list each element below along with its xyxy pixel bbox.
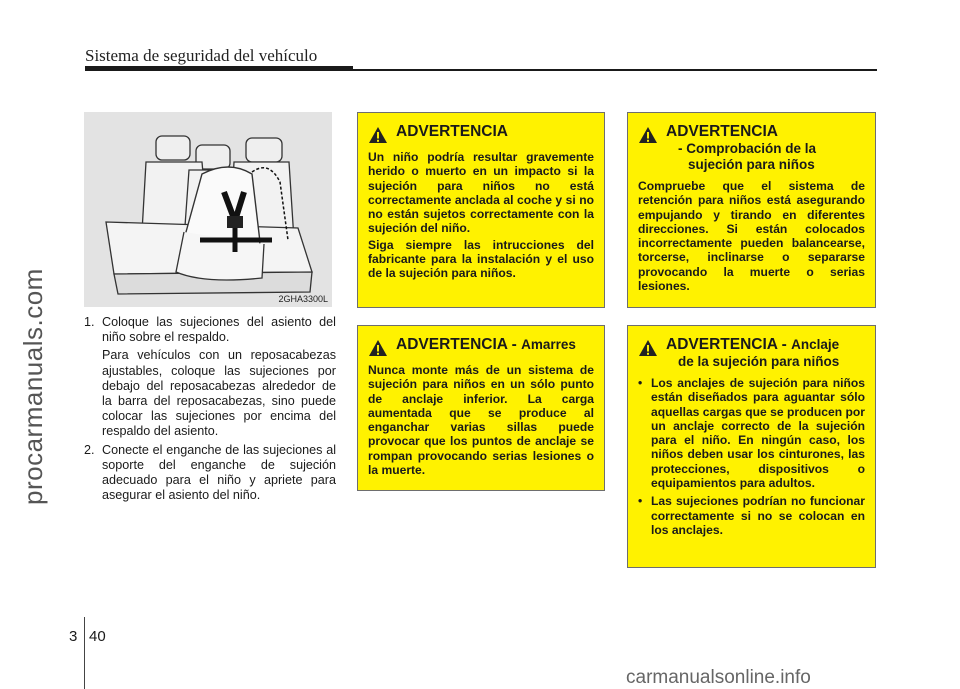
warning-title: ADVERTENCIA - <box>396 336 522 353</box>
step-text: Conecte el enganche de las sujeciones al soporte del enganche de sujeción adecuado para el niño y apriete para asegurar el asiento del niño. <box>102 442 336 503</box>
warning-triangle-icon <box>638 126 658 144</box>
warning-text: Nunca monte más de un sistema de sujeción para niños en un sólo punto de anclaje inferior. La carga aumentada que se produce al enganchar varias sillas puede provocar que los puntos de anclaje se rompan provocando serias lesiones o la muerte. <box>368 363 594 478</box>
warning-text: Un niño podría resultar gravemente herido o muerto en un impacto si la sujeción para niños no está correctamente anclada al coche y si no no están sujetos correctamente con la sujeción del niño. <box>368 150 594 236</box>
step-text: Coloque las sujeciones del asiento del niño sobre el respaldo. <box>102 315 336 345</box>
warning-title: ADVERTENCIA <box>666 123 778 140</box>
instruction-step <box>84 315 336 443</box>
watermark-bottom: carmanualsonline.info <box>626 667 811 688</box>
warning-subtitle: sujeción para niños <box>688 157 815 172</box>
chapter-number: 3 <box>69 628 78 645</box>
watermark-left: procarmanuals.com <box>18 268 48 505</box>
list-item: • Los anclajes de sujeción para niños están diseñados para aguantar sólo aquellas cargas que se producen por un anclaje correcto de la sujeción para el niño. En ningún caso, los niños deben usar los cinturones, las protecciones, dispositivos o equipamientos para adultos. <box>638 376 865 491</box>
warning-box-check <box>627 112 876 308</box>
warning-title: ADVERTENCIA - <box>666 336 792 353</box>
warning-triangle-icon <box>638 339 658 357</box>
warning-subtitle: de la sujeción para niños <box>678 354 840 369</box>
header-rule <box>85 66 353 71</box>
header-title: Sistema de seguridad del vehículo <box>85 46 318 65</box>
figure-code: 2GHA3300L <box>278 294 328 304</box>
page-number: 40 <box>89 628 106 645</box>
warning-box-anchorage <box>627 325 876 568</box>
instructions <box>84 315 336 506</box>
child-seat-illustration <box>84 112 332 307</box>
warning-subtitle: Anclaje <box>791 337 840 352</box>
warning-text: Siga siempre las intrucciones del fabricante para la instalación y el uso de la sujeción para niños. <box>368 237 594 281</box>
step-number: 2. <box>84 442 95 457</box>
warning-triangle-icon <box>368 126 388 144</box>
step-text: Para vehículos con un reposacabezas ajustables, coloque las sujeciones por debajo del reposacabezas alrededor de la barra del reposacabezas, sino puede colocar las sujeciones por encima del respaldo del asiento. <box>102 348 336 439</box>
step-number: 1. <box>84 315 95 329</box>
rear-seat-illustration <box>84 112 332 307</box>
list-item: • Las sujeciones podrían no funcionar correctamente si no se colocan en los anclajes. <box>638 494 865 537</box>
footer-rule <box>84 617 85 689</box>
warning-bullets <box>638 376 865 537</box>
instruction-step <box>84 443 336 507</box>
warning-triangle-icon <box>368 339 388 357</box>
warning-title: ADVERTENCIA <box>396 123 508 140</box>
warning-box-tethers <box>357 325 605 491</box>
warning-subtitle: Amarres <box>521 337 576 352</box>
warning-text: Compruebe que el sistema de retención para niños está asegurando empujando y tirando en diferentes direcciones. Si están colocados incorrectamente pueden balancearse, torcerse, inclinarse o separarse provocando la muerte o serias lesiones. <box>638 179 865 294</box>
header-rule-thin <box>353 69 877 71</box>
warning-subtitle: - Comprobación de la <box>678 141 817 156</box>
warning-box-general <box>357 112 605 308</box>
